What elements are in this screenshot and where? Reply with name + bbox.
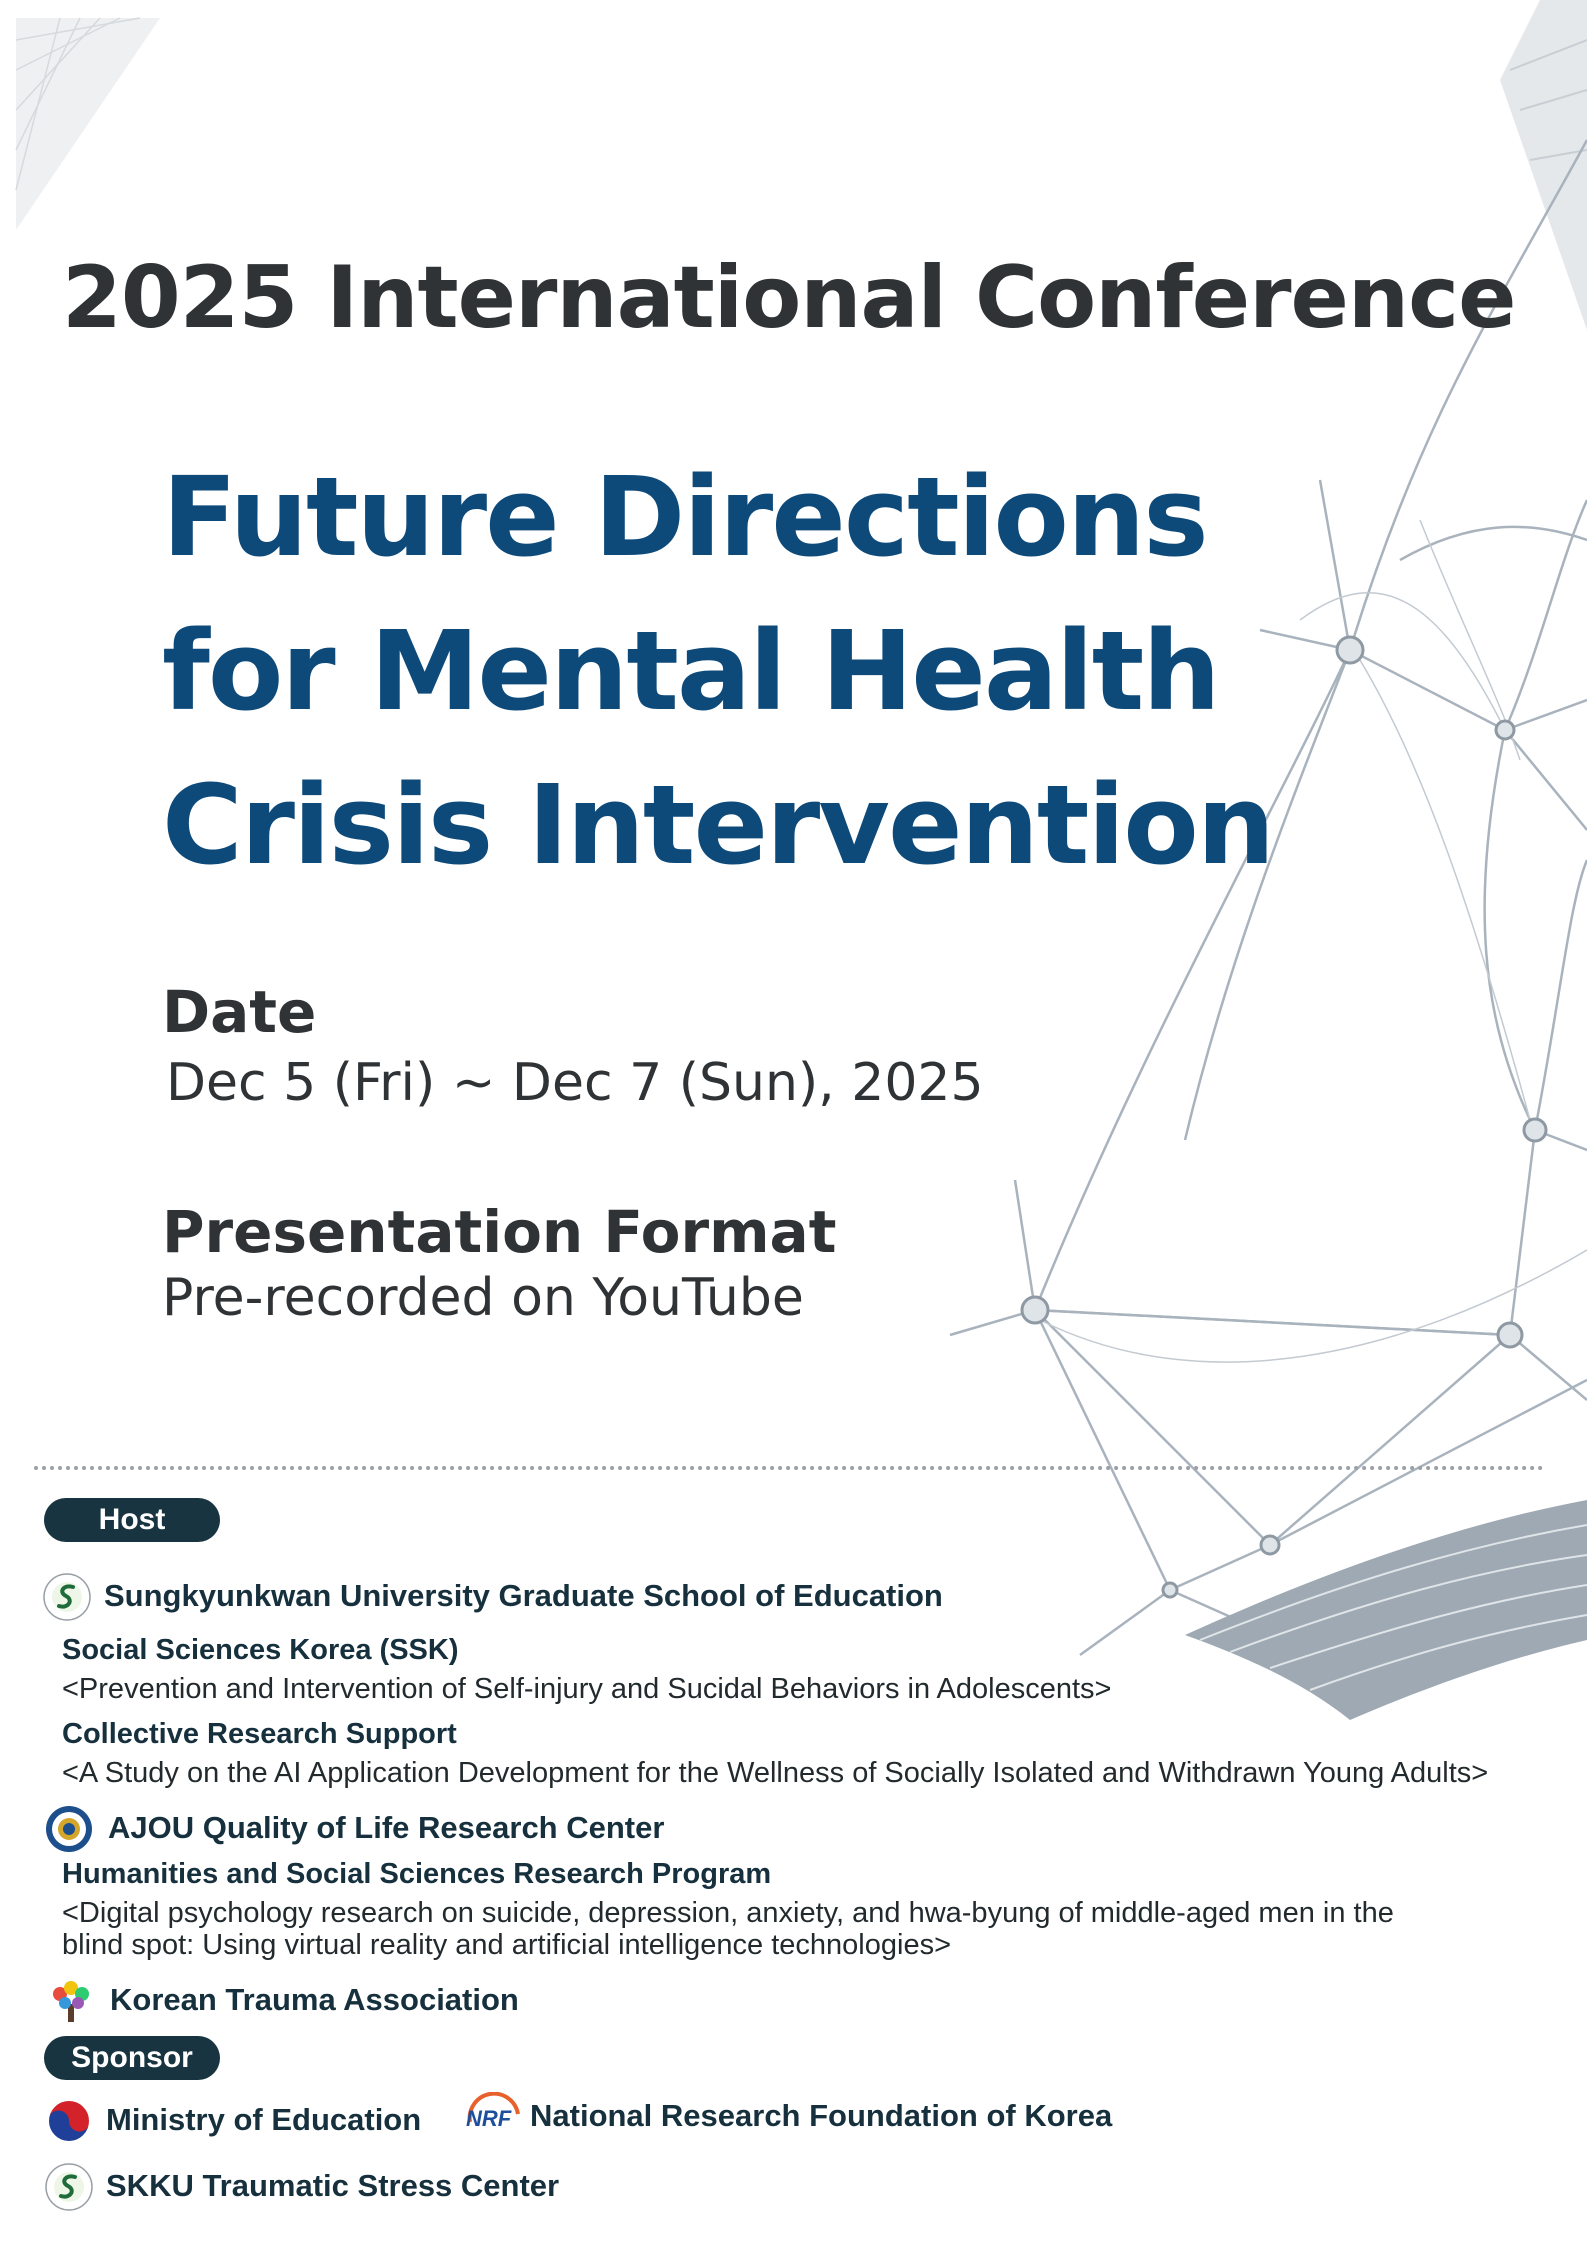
host-org-ajou: AJOU Quality of Life Research Center bbox=[108, 1810, 665, 1845]
sponsor-nrf: National Research Foundation of Korea bbox=[530, 2098, 1113, 2133]
date-value: Dec 5 (Fri) ~ Dec 7 (Sun), 2025 bbox=[166, 1053, 984, 1113]
paper-curl-top-left bbox=[16, 18, 160, 230]
main-title bbox=[162, 440, 1273, 902]
main-title-line-1: Future Directions bbox=[162, 453, 1207, 581]
ministry-taeguk-logo-icon bbox=[44, 2096, 94, 2146]
date-label: Date bbox=[162, 978, 317, 1046]
main-title-line-3: Crisis Intervention bbox=[162, 761, 1274, 889]
host-badge: Host bbox=[44, 1498, 220, 1542]
paper-curl-bottom-right bbox=[1185, 1500, 1587, 1720]
conference-title: 2025 International Conference bbox=[62, 248, 1516, 348]
sponsor-skku-stress: SKKU Traumatic Stress Center bbox=[106, 2168, 560, 2203]
format-value: Pre-recorded on YouTube bbox=[162, 1268, 804, 1328]
program-crs-title: Collective Research Support bbox=[62, 1718, 457, 1750]
skku-logo-icon bbox=[42, 1572, 92, 1622]
program-hss-desc-line-1: <Digital psychology research on suicide, depression, anxiety, and hwa-byung of middle-aged men in the bbox=[62, 1897, 1394, 1929]
nrf-logo-text: NRF bbox=[466, 2106, 512, 2131]
trauma-tree-logo-icon bbox=[46, 1976, 96, 2026]
sponsor-badge: Sponsor bbox=[44, 2036, 220, 2080]
host-org-skku: Sungkyunkwan University Graduate School of Education bbox=[104, 1578, 943, 1613]
nrf-logo-icon bbox=[462, 2092, 524, 2142]
program-ssk-title: Social Sciences Korea (SSK) bbox=[62, 1634, 459, 1666]
section-divider bbox=[34, 1466, 1544, 1470]
program-ssk-desc: <Prevention and Intervention of Self-injury and Sucidal Behaviors in Adolescents> bbox=[62, 1673, 1112, 1705]
host-org-kta: Korean Trauma Association bbox=[110, 1982, 519, 2017]
sponsor-ministry: Ministry of Education bbox=[106, 2102, 422, 2137]
program-hss-desc-line-2: blind spot: Using virtual reality and artificial intelligence technologies> bbox=[62, 1929, 952, 1961]
skku-stress-center-logo-icon bbox=[44, 2162, 94, 2212]
program-crs-desc: <A Study on the AI Application Development for the Wellness of Socially Isolated and Withdrawn Young Adults> bbox=[62, 1757, 1489, 1789]
ajou-logo-icon bbox=[44, 1804, 94, 1854]
program-hss-title: Humanities and Social Sciences Research Program bbox=[62, 1858, 772, 1890]
format-label: Presentation Format bbox=[162, 1198, 837, 1266]
main-title-line-2: for Mental Health bbox=[162, 607, 1219, 735]
